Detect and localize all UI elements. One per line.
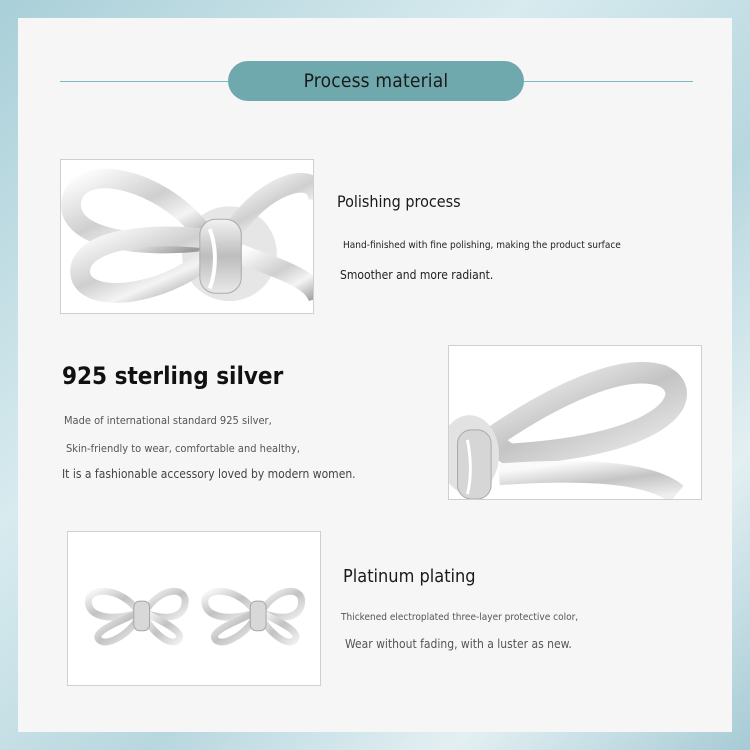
plating-heading: Platinum plating xyxy=(343,566,476,587)
polishing-photo xyxy=(60,159,314,314)
plating-text-line: Thickened electroplated three-layer protective color, xyxy=(341,612,579,623)
section-title-pill xyxy=(228,61,524,101)
silver-heading: 925 sterling silver xyxy=(62,362,284,390)
header-divider-left xyxy=(60,81,230,82)
section-title: Process material xyxy=(303,70,449,92)
polishing-text-line: Smoother and more radiant. xyxy=(340,268,494,282)
polishing-heading: Polishing process xyxy=(337,192,461,211)
silver-text-line: Made of international standard 925 silver, xyxy=(64,414,272,427)
plating-text-line: Wear without fading, with a luster as new. xyxy=(345,637,572,651)
silver-text-line: It is a fashionable accessory loved by modern women. xyxy=(62,467,356,481)
bow-loop-closeup-image xyxy=(449,346,701,499)
bow-earrings-pair-image xyxy=(68,532,320,685)
bow-closeup-image xyxy=(61,160,313,313)
silver-text-line: Skin-friendly to wear, comfortable and healthy, xyxy=(66,442,301,455)
plating-photo xyxy=(67,531,321,686)
silver-photo xyxy=(448,345,702,500)
content-panel xyxy=(18,18,732,732)
polishing-text-line: Hand-finished with fine polishing, making the product surface xyxy=(343,240,621,251)
header-divider-right xyxy=(523,81,693,82)
